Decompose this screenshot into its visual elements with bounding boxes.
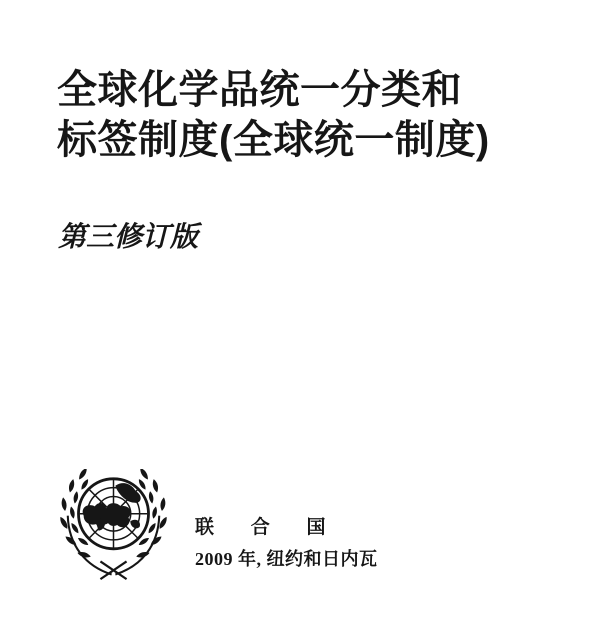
publisher-name: 联 合 国 bbox=[195, 517, 342, 538]
document-title bbox=[57, 65, 490, 165]
un-emblem-icon bbox=[57, 469, 170, 581]
publication-info: 2009 年, 纽约和日内瓦 bbox=[195, 549, 378, 569]
edition-note: 第三修订版 bbox=[58, 222, 199, 253]
document-title-line1: 全球化学品统一分类和 bbox=[57, 68, 462, 112]
document-title-line2: 标签制度(全球统一制度) bbox=[57, 118, 490, 162]
globe-landmass bbox=[83, 483, 141, 530]
